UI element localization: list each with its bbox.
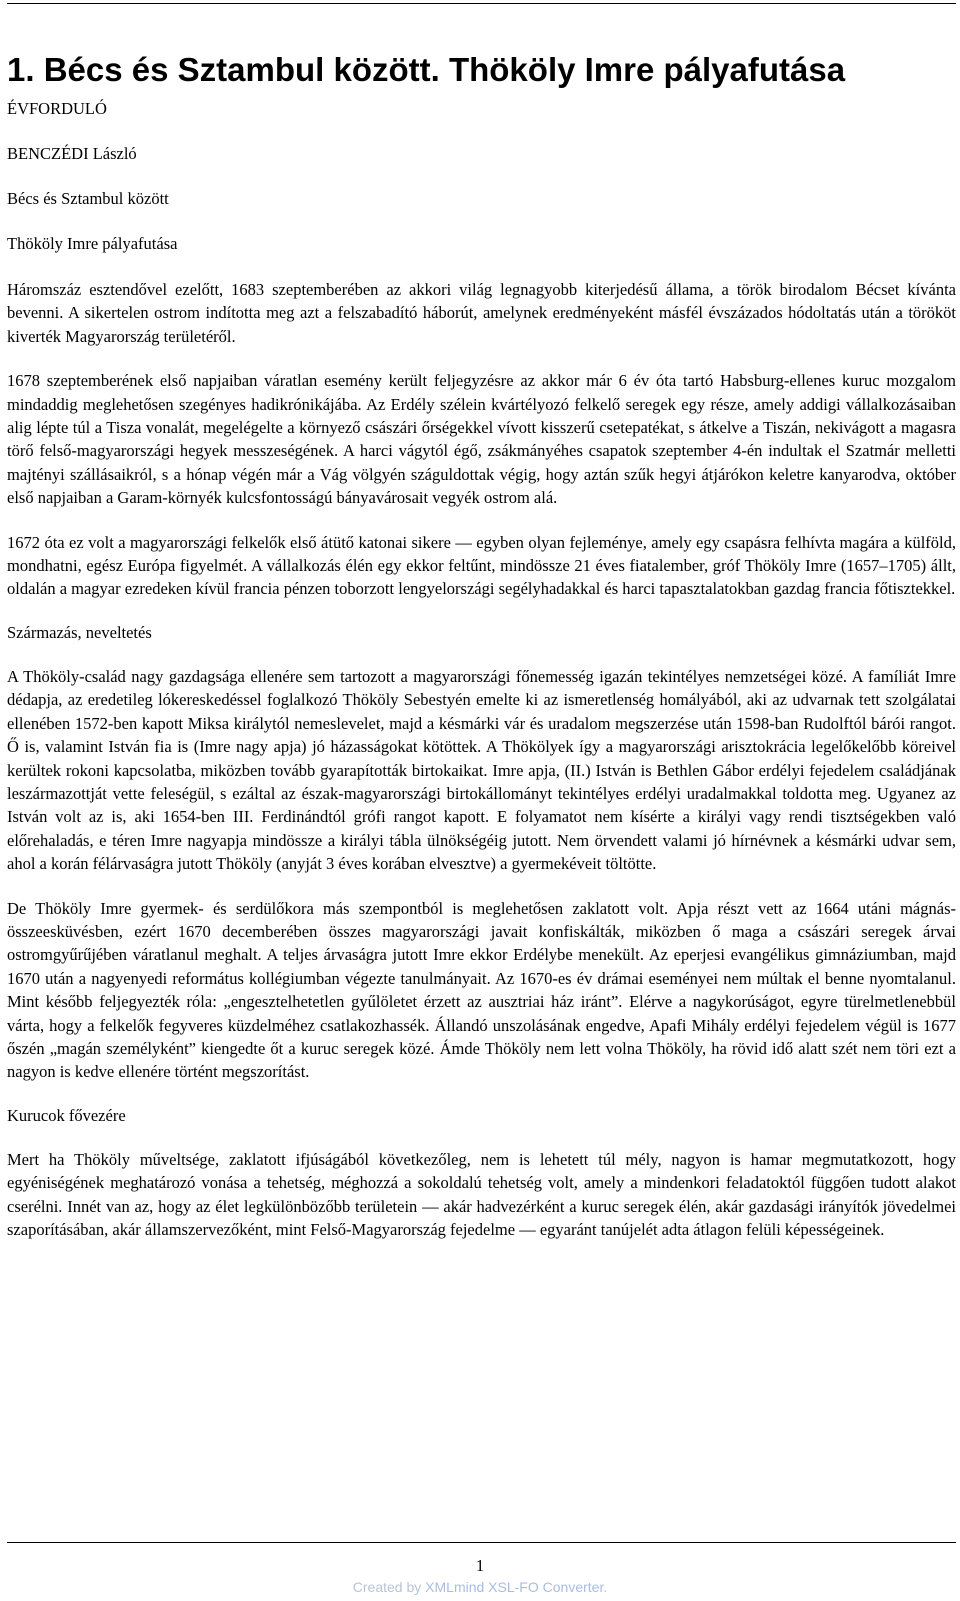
footer-credit [0, 1578, 960, 1596]
paragraph-1678: 1678 szeptemberének első napjaiban váratlan esemény került feljegyzésre az akkor már 6 év óta tartó Habsburg-ellenes kuruc mozgalom mindaddig meglehetősen szegényes hadikrónikájába. Az Erdély szélein kvártélyozó felkelő seregek egy része, amely addigi vállalkozásaiban alig lépte túl a Tisza vonalát, megelégelte a környező császári őrségekkel vívott kisszerű csetepatékat, s átkelve a Tiszán, nekivágott a magasra törő felső-magyarországi hegyek messzeségének. A harci vágytól égő, zsákmányéhes csapatok szeptember 4-én indultak el Szatmár melletti majtényi szállásaikról, s a hónap végén már a Vág völgyén száguldottak végig, hogy aztán szűk hegyi átjárókon keletre kanyarodva, október első napjaiban a Garam-környék kulcsfontosságú bányavárosait vegyék ostrom alá. [7, 371, 956, 508]
footer-rule [7, 1542, 956, 1543]
meta-title-line: Bécs és Sztambul között [7, 189, 169, 208]
meta-subtitle-line: Thököly Imre pályafutása [7, 234, 178, 253]
meta-author: BENCZÉDI László [7, 144, 137, 163]
document-title: 1. Bécs és Sztambul között. Thököly Imre pályafutása [7, 51, 846, 88]
page-number: 1 [475, 1556, 485, 1575]
document-content [7, 50, 956, 1262]
credit-link[interactable]: XMLmind XSL-FO Converter [425, 1579, 604, 1595]
section-heading-origins: Származás, neveltetés [7, 622, 152, 642]
paragraph-talent: Mert ha Thököly műveltsége, zaklatott ifjúságából következőleg, nem is lehetett túl mély, nagyon is hamar megmutatkozott, hogy egyéniségének meghatározó vonása a tehetség, méghozzá a sokoldalú tehetség volt, amely a mindenkori feladatoktól függően tudott alakot cserélni. Innét van az, hogy az élet legkülönbözőbb területein — akár hadvezérként a kuruc seregek élén, akár gazdasági irányítók jövedelmei szaporításában, akár államszervezőként, mint Felső-Magyarország fejedelme — egyaránt tanújelét adta átlagon felüli képességeinek. [7, 1149, 956, 1239]
paragraph-family: A Thököly-család nagy gazdagsága ellenére sem tartozott a magyarországi főnemesség igazán tekintélyes nemzetségei közé. A famíliát Imre dédapja, az eredetileg lókereskedéssel foglalkozó Thököly Sebestyén emelte ki az ismeretlenség homályából, aki az udvarnak tett szolgálatai ellenében 1572-ben kapott Miksa királytól nemeslevelet, majd a késmárki vár és uradalom megszerzése után 1598-ban Rudolftól bárói rangot. Ő is, valamint István fia is (Imre nagy apja) jó házasságokat kötöttek. A Thökölyek így a magyarországi arisztokrácia legelőkelőbb köreivel kerültek rokoni kapcsolatba, miközben tovább gyarapították birtokaikat. Imre apja, (II.) István is Bethlen Gábor erdélyi fejedelem családjának leszármazottját vette feleségül, s ezáltal az észak-magyarországi birtokállományt tekintélyes erdélyi uradalmakkal toldotta meg. Ugyanez az István volt az is, aki 1654-ben III. Ferdinándtól grófi rangot kapott. E folyamatot nem kísérte a királyi vagy rendi tisztségekben való előrehaladás, e téren Imre nagyapja mindössze a királyi tábla ülnökségéig jutott. Nem örvendett valami jó hírnévnek a késmárki udvar sem, ahol a korán félárvaságra jutott Thököly (anyját 3 éves korában elvesztve) a gyermekéveit töltötte. [7, 666, 956, 874]
credit-prefix: Created by [352, 1579, 426, 1595]
paragraph-1672: 1672 óta ez volt a magyarországi felkelők első átütő katonai sikere — egyben olyan fejleménye, amely egy csapásra felhívta magára a külföld, mondhatni, egész Európa figyelmét. A vállalkozás élén egy ekkor feltűnt, mindössze 21 éves fiatalember, gróf Thököly Imre (1657–1705) állt, oldalán a magyar ezredeken kívül francia pénzen toborzott lengyelországi segélyhadakkal és harci tapasztalatokban gazdag francia főtisztekkel. [7, 532, 956, 599]
meta-section-label: ÉVFORDULÓ [7, 99, 107, 118]
top-rule [7, 3, 956, 4]
section-heading-kuruc-leader: Kurucok fővezére [7, 1105, 126, 1125]
credit-suffix: . [603, 1579, 608, 1595]
paragraph-childhood: De Thököly Imre gyermek- és serdülőkora más szempontból is meglehetősen zaklatott volt. Apja részt vett az 1664 utáni mágnás-összeesküvésben, ezért 1670 decemberében összes magyarországi javait konfiskálták, miközben ő maga a császári seregek árvai ostromgyűrűjében váratlanul meghalt. A teljes árvaságra jutott Imre ekkor Erdélybe menekült. Az eperjesi evangélikus gimnáziumban, majd 1670 után a nagyenyedi református kollégiumban végezte tanulmányait. Az 1670-es év drámai eseményei nem múltak el benne nyomtalanul. Mint később feljegyezték róla: „engesztelhetetlen gyűlöletet érzett az ausztriai ház iránt”. Elérve a nagykorúságot, egyre türelmetlenebbül várta, hogy a felkelők fegyveres küzdelméhez csatlakozhassék. Állandó unszolásának engedve, Apafi Mihály erdélyi fejedelem végül is 1677 őszén „magán személyként” kiengedte őt a kuruc seregek közé. Ámde Thököly nem lett volna Thököly, ha rövid idő alatt szét nem töri ezt a nagyon is kedve ellenére történt megszorítást. [7, 898, 956, 1082]
paragraph-intro: Háromszáz esztendővel ezelőtt, 1683 szeptemberében az akkori világ legnagyobb kiterjedésű állama, a török birodalom Bécset kívánta bevenni. A sikertelen ostrom indította meg azt a felszabadító háborút, amelynek eredményeként másfél évszázados hódoltatás után a törököt kiverték Magyarország területéről. [7, 280, 956, 346]
